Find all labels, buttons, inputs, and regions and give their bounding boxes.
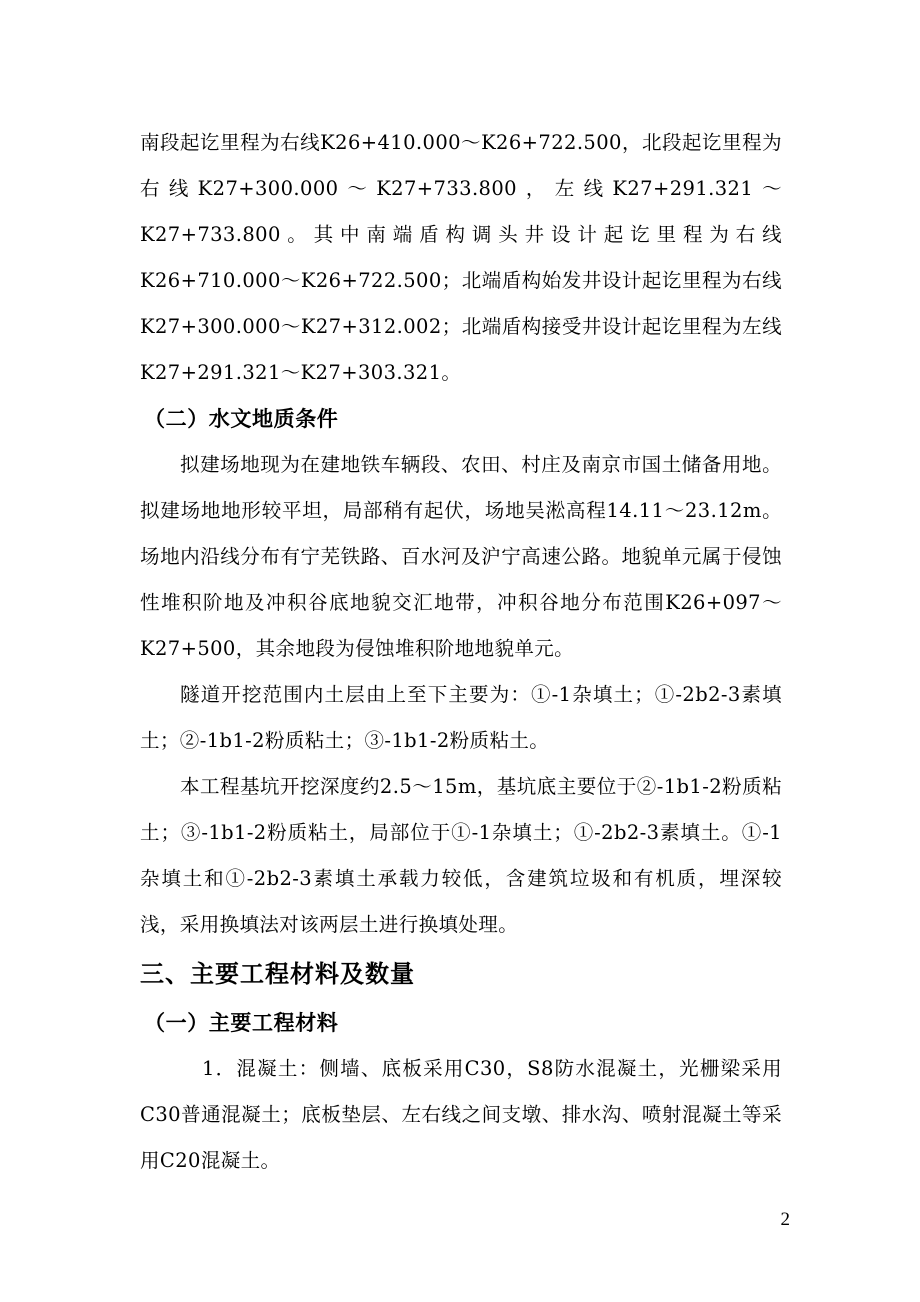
chapter-heading-materials: 三、主要工程材料及数量 bbox=[140, 960, 415, 988]
hydrogeology-paragraph-site: 拟建场地现为在建地铁车辆段、农田、村庄及南京市国土储备用地。拟建场地地形较平坦，局部稍有起伏，场地吴淞高程14.11～23.12m。场地内沿线分布有宁芜铁路、百水河及沪宁高速公路。地貌单元属于侵蚀性堆积阶地及冲积谷底地貌交汇地带，冲积谷地分布范围K26+097～K27+500，其余地段为侵蚀堆积阶地地貌单元。 bbox=[140, 453, 782, 660]
section-heading-hydrogeology: （二）水文地质条件 bbox=[144, 407, 339, 431]
document-body bbox=[140, 120, 782, 1184]
mileage-paragraph: 南段起讫里程为右线K26+410.000～K26+722.500，北段起讫里程为右线K27+300.000～K27+733.800，左线K27+291.321～K27+733.800。其中南端盾构调头井设计起讫里程为右线K26+710.000～K26+722.500；北端盾构始发井设计起讫里程为右线K27+300.000～K27+312.002；北端盾构接受井设计起讫里程为左线K27+291.321～K27+303.321。 bbox=[140, 131, 782, 384]
hydrogeology-paragraph-excavation: 本工程基坑开挖深度约2.5～15m，基坑底主要位于②-1b1-2粉质粘土；③-1b1-2粉质粘土，局部位于①-1杂填土；①-2b2-3素填土。①-1杂填土和①-2b2-3素填土承载力较低，含建筑垃圾和有机质，埋深较浅，采用换填法对该两层土进行换填处理。 bbox=[140, 775, 782, 936]
hydrogeology-paragraph-soil-layers: 隧道开挖范围内土层由上至下主要为：①-1杂填土；①-2b2-3素填土；②-1b1-2粉质粘土；③-1b1-2粉质粘土。 bbox=[140, 683, 782, 752]
section-heading-main-materials: （一）主要工程材料 bbox=[144, 1011, 339, 1035]
page-number: 2 bbox=[780, 1209, 790, 1230]
materials-paragraph-concrete: 1．混凝土：侧墙、底板采用C30，S8防水混凝土，光栅梁采用C30普通混凝土；底板垫层、左右线之间支墩、排水沟、喷射混凝土等采用C20混凝土。 bbox=[140, 1057, 782, 1172]
